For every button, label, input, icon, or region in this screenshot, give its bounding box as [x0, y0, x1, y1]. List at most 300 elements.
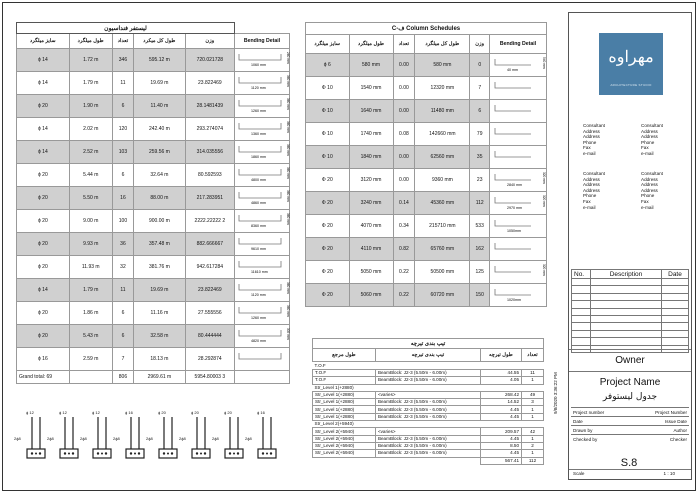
cell-total: 65760 mm	[415, 238, 470, 261]
cell-total: 595.12 m	[134, 49, 186, 72]
header-row	[306, 35, 547, 54]
cell-length: 4.05	[480, 377, 521, 384]
consultant-line: Address	[641, 134, 658, 140]
cell-len: 9.93 m	[69, 233, 112, 256]
cell-count: 2	[522, 442, 544, 449]
bend-hook-label: 320 mm	[542, 264, 546, 276]
cell-size: ϕ 20	[17, 210, 70, 233]
bend-hook-label: 360 mm	[286, 144, 290, 156]
cell-type: BeamBlock: J2-3 (5.50m - 6.00m)	[375, 442, 480, 449]
cell-len: 4110 mm	[349, 238, 393, 261]
column-header: سایز میلگرد	[17, 34, 70, 49]
table-row	[306, 284, 547, 307]
consultant-line: Address	[583, 182, 600, 188]
bending-shape	[491, 238, 545, 258]
cell-count: 1	[522, 450, 544, 457]
cell-total: 62560 mm	[415, 146, 470, 169]
column-header: وزن	[470, 35, 490, 54]
consultant-block-3	[583, 171, 605, 210]
table-row	[17, 187, 290, 210]
cell-count: 0.00	[393, 146, 415, 169]
bending-shape	[491, 169, 545, 189]
metadata-row	[571, 426, 689, 435]
schedule-title: تیپ بندی تیرچه	[313, 339, 544, 349]
cell-weight: 79	[470, 123, 490, 146]
bend-length-label: 1860 mm	[251, 155, 266, 159]
cell-len: 1.86 m	[69, 302, 112, 325]
table-row	[306, 77, 547, 100]
cell-length: 44.55	[480, 370, 521, 377]
cell-len: 5060 mm	[349, 284, 393, 307]
consultant-line: Fax	[641, 145, 649, 151]
cell-weight: 125	[470, 261, 490, 284]
stirrup-drawing	[57, 415, 81, 465]
cell-count: 32	[112, 256, 133, 279]
cell-weight: 35	[470, 146, 490, 169]
table-row	[313, 406, 544, 413]
table-row	[306, 215, 547, 238]
consultant-line: Consultant	[641, 123, 663, 128]
metadata-label: Checked by	[571, 435, 629, 444]
stirrup-section	[179, 410, 213, 465]
bend-length-label: 1120 mm	[251, 293, 266, 297]
stirrup-drawing	[189, 415, 213, 465]
table-row	[306, 123, 547, 146]
cell-count: 0.22	[393, 261, 415, 284]
cell-total: 357.48 m	[134, 233, 186, 256]
cell-size: Φ 20	[306, 238, 350, 261]
stirrup-side-bar: 2ϕ8	[113, 436, 120, 441]
consultant-block-2	[641, 123, 663, 157]
stirrup-top-bar: ϕ 12	[26, 410, 34, 415]
cell-size: Φ 20	[306, 169, 350, 192]
cell-level: T.O.F	[313, 370, 376, 377]
consultant-line: Fax	[583, 198, 591, 204]
column-header: طول میلگرد	[69, 34, 112, 49]
cell-weight: 162	[470, 238, 490, 261]
cell-level: Str_Level 2(+5940)	[313, 442, 376, 449]
cell-type: BeamBlock: J2-3 (5.50m - 6.00m)	[375, 435, 480, 442]
cell-len: 3120 mm	[349, 169, 393, 192]
consultant-line: Fax	[583, 145, 591, 151]
cell-total: 88.00 m	[134, 187, 186, 210]
cell-total: 381.76 m	[134, 256, 186, 279]
sheet-title: جدول لیستوفر	[602, 392, 658, 402]
cell-type: <varies>	[375, 428, 480, 435]
table-row	[313, 413, 544, 420]
metadata-label: Date	[571, 417, 629, 426]
cell-level: Str_Level 2(+5940)	[313, 450, 376, 457]
cell-level: Str_Level 1(+2880)	[313, 399, 376, 406]
bend-length-label: 11610 mm	[251, 270, 268, 274]
consultant-block-1	[583, 123, 605, 157]
cell-count: 0.82	[393, 238, 415, 261]
table-row	[313, 391, 544, 398]
bending-shape	[235, 256, 289, 276]
consultant-line: Address	[641, 182, 658, 188]
column-header: تعداد	[393, 35, 415, 54]
cell-level: Str_Level 2(+5940)	[313, 435, 376, 442]
column-header: تیپ بندی تیرچه	[375, 349, 480, 362]
cell-total: 142660 mm	[415, 123, 470, 146]
cell-count: 49	[522, 391, 544, 398]
cell-count: 120	[112, 118, 133, 141]
bend-length-label: 1050mm	[507, 229, 521, 233]
cell-count: 0.00	[393, 77, 415, 100]
table-row	[313, 399, 544, 406]
cell-length: 268.42	[480, 391, 521, 398]
cell-len: 2.02 m	[69, 118, 112, 141]
consultant-line: Consultant	[583, 171, 605, 176]
bending-detail	[235, 325, 290, 348]
bending-shape	[491, 146, 545, 166]
bending-shape	[235, 72, 289, 92]
cell-level: T.O.F	[313, 377, 376, 384]
bending-detail	[490, 284, 547, 307]
cell-len: 1540 mm	[349, 77, 393, 100]
bending-shape	[235, 164, 289, 184]
column-header: تعداد	[112, 34, 133, 49]
cell-length: 4.45	[480, 406, 521, 413]
bend-length-label: 1260 mm	[251, 109, 266, 113]
bending-shape	[235, 95, 289, 115]
cell-count: 6	[112, 164, 133, 187]
bending-detail	[490, 146, 547, 169]
cell-count: 42	[522, 428, 544, 435]
cell-weight: 28.292874	[185, 348, 234, 371]
consultant-line: Address	[583, 176, 600, 182]
total-row	[313, 457, 544, 464]
bending-shape	[491, 77, 545, 97]
cell-size: ϕ 14	[17, 72, 70, 95]
consultant-line: Address	[583, 187, 600, 193]
column-header: Bending Detail	[235, 34, 290, 49]
column-header: Bending Detail	[490, 35, 547, 54]
cell-size: Φ 10	[306, 77, 350, 100]
cell-len: 5.50 m	[69, 187, 112, 210]
cell-total: 11480 mm	[415, 100, 470, 123]
cell-count: 103	[112, 141, 133, 164]
schedule-title: C-ف Column Schedules	[306, 23, 547, 35]
bending-detail	[235, 187, 290, 210]
table-row	[313, 377, 544, 384]
stirrup-drawing	[255, 415, 279, 465]
cell-len: 4070 mm	[349, 215, 393, 238]
table-row	[306, 261, 547, 284]
cell-weight: 23.822469	[185, 279, 234, 302]
bending-detail	[235, 164, 290, 187]
table-row	[17, 72, 290, 95]
cell-len: 2.52 m	[69, 141, 112, 164]
cell-level: Str_Level 1(+2880)	[313, 391, 376, 398]
bending-detail	[235, 118, 290, 141]
cell-count: 36	[112, 233, 133, 256]
bend-hook-label: 360 mm	[286, 213, 290, 225]
total-count: 112	[522, 457, 544, 464]
bending-shape	[491, 123, 545, 143]
consultant-line: Address	[641, 176, 658, 182]
bend-length-label: 40 mm	[507, 68, 518, 72]
cell-count: 1	[522, 377, 544, 384]
bending-shape	[235, 325, 289, 345]
table-row	[306, 146, 547, 169]
table-row	[306, 54, 547, 77]
consultant-line: Consultant	[583, 123, 605, 128]
cell-weight: 7	[470, 77, 490, 100]
cell-total: 19.69 m	[134, 279, 186, 302]
cell-len: 1740 mm	[349, 123, 393, 146]
bending-shape	[491, 54, 545, 74]
cell-total: 32.58 m	[134, 325, 186, 348]
consultant-line: Address	[583, 128, 600, 134]
cell-count: 3	[522, 399, 544, 406]
cell-size: Φ 20	[306, 261, 350, 284]
stirrup-top-bar: ϕ 20	[158, 410, 166, 415]
cell-size: Φ 20	[306, 284, 350, 307]
cell-length: 209.57	[480, 428, 521, 435]
table-row	[306, 100, 547, 123]
cell-size: ϕ 20	[17, 164, 70, 187]
cell-weight: 23.822469	[185, 72, 234, 95]
cell-count: 100	[112, 210, 133, 233]
bend-length-label: 2970 mm	[507, 206, 522, 210]
bending-shape	[491, 192, 545, 212]
bend-length-label: 1020mm	[507, 298, 521, 302]
bending-detail	[235, 233, 290, 256]
cell-total: 12320 mm	[415, 77, 470, 100]
cell-weight: 293.274074	[185, 118, 234, 141]
bending-shape	[491, 100, 545, 120]
cell-count: 0.34	[393, 215, 415, 238]
table-row	[313, 450, 544, 457]
cell-len: 1.79 m	[69, 72, 112, 95]
table-row	[313, 384, 544, 391]
cell-total: 60720 mm	[415, 284, 470, 307]
cell-length: 4.45	[480, 450, 521, 457]
cell-weight: 2222.22222 2	[185, 210, 234, 233]
cell-total: 32.64 m	[134, 164, 186, 187]
stirrup-side-bar: 2ϕ8	[47, 436, 54, 441]
consultant-line: Address	[641, 187, 658, 193]
cell-count: 11	[112, 279, 133, 302]
bend-length-label: 4860 mm	[251, 201, 266, 205]
metadata-value: Issue Date	[629, 417, 689, 426]
cell-len: 5.44 m	[69, 164, 112, 187]
bend-hook-label: 360 mm	[286, 98, 290, 110]
consultant-line: e-mail	[641, 204, 654, 210]
cell-size: ϕ 14	[17, 279, 70, 302]
cell-total: 11.40 m	[134, 95, 186, 118]
stirrup-top-bar: ϕ 12	[92, 410, 100, 415]
print-timestamp: 9/8/2020 3:36:22 PM	[553, 372, 558, 414]
consultant-line: Address	[583, 134, 600, 140]
cell-count: 7	[112, 348, 133, 371]
header-row	[17, 34, 290, 49]
group-label: T.O.F	[314, 362, 326, 368]
cell-total: 900.00 m	[134, 210, 186, 233]
table-row	[17, 325, 290, 348]
cell-level: Str_Level 1(+2880)	[313, 406, 376, 413]
cell-size: Φ 10	[306, 146, 350, 169]
stirrup-side-bar: 2ϕ8	[179, 436, 186, 441]
bend-hook-label: 360 mm	[286, 167, 290, 179]
cell-weight: 80.592593	[185, 164, 234, 187]
bending-shape	[235, 302, 289, 322]
cell-weight: 314.035556	[185, 141, 234, 164]
table-row	[17, 348, 290, 371]
stirrup-top-bar: ϕ 12	[59, 410, 67, 415]
stirrup-top-bar: ϕ 16	[125, 410, 133, 415]
consultant-line: e-mail	[583, 150, 596, 156]
stirrup-side-bar: 2ϕ8	[245, 436, 252, 441]
bend-length-label: 1120 mm	[251, 86, 266, 90]
cell-count: 0.08	[393, 123, 415, 146]
cell-weight: 112	[470, 192, 490, 215]
cell-weight: 28.1481439	[185, 95, 234, 118]
metadata-row	[571, 408, 689, 417]
table-row	[313, 421, 544, 428]
table-row	[306, 169, 547, 192]
cell-size: ϕ 16	[17, 348, 70, 371]
cell-type: BeamBlock: J2-3 (5.50m - 6.00m)	[375, 399, 480, 406]
cell-type: <varies>	[375, 391, 480, 398]
metadata-label: Drawn by	[571, 426, 629, 435]
bending-shape	[235, 279, 289, 299]
cell-count: 6	[112, 325, 133, 348]
bend-hook-label: 305 mm	[286, 328, 290, 340]
consultant-block-4	[641, 171, 663, 210]
bending-detail	[235, 95, 290, 118]
cell-total: 9360 mm	[415, 169, 470, 192]
table-row	[17, 49, 290, 72]
bending-shape	[235, 141, 289, 161]
bend-hook-label: 360 mm	[286, 305, 290, 317]
cell-total: 259.56 m	[134, 141, 186, 164]
stirrup-drawing	[24, 415, 48, 465]
cell-count: 1	[522, 406, 544, 413]
consultant-line: Phone	[583, 139, 597, 145]
cell-size: ϕ 14	[17, 49, 70, 72]
scale-label: Scale	[573, 471, 585, 476]
bending-shape	[235, 210, 289, 230]
bend-length-label: 1360 mm	[251, 132, 266, 136]
stirrup-drawing	[123, 415, 147, 465]
bending-detail	[490, 100, 547, 123]
cell-weight: 720.021728	[185, 49, 234, 72]
consultant-line: Fax	[641, 198, 649, 204]
bend-length-label: 4820 mm	[251, 339, 266, 343]
grand-total-count: 806	[112, 371, 133, 384]
header-row	[313, 349, 544, 362]
cell-len: 11.93 m	[69, 256, 112, 279]
bend-length-label: 4800 mm	[251, 178, 266, 182]
bending-shape	[235, 118, 289, 138]
bending-shape	[235, 187, 289, 207]
column-header: وزن	[185, 34, 234, 49]
bending-detail	[490, 192, 547, 215]
bend-length-label: 9610 mm	[251, 247, 266, 251]
cell-total: 215710 mm	[415, 215, 470, 238]
bending-shape	[235, 233, 289, 253]
cell-count: 6	[112, 302, 133, 325]
stirrup-top-bar: ϕ 20	[224, 410, 232, 415]
cell-type: BeamBlock: J2-3 (5.50m - 6.00m)	[375, 450, 480, 457]
bend-length-label: 8360 mm	[251, 224, 266, 228]
cell-weight: 217.283951	[185, 187, 234, 210]
column-header: طول مرجع	[313, 349, 376, 362]
bend-hook-label: 540 mm	[542, 57, 546, 69]
metadata-value: Author	[629, 426, 689, 435]
cell-len: 5.43 m	[69, 325, 112, 348]
bend-hook-label: 320 mm	[542, 195, 546, 207]
bending-detail	[235, 348, 290, 371]
logo-text: مهراوه	[608, 47, 654, 66]
cell-count: 11	[112, 72, 133, 95]
consultant-line: Phone	[641, 193, 655, 199]
cell-total: 45360 mm	[415, 192, 470, 215]
cell-level: Str_Level 1(+2880)	[313, 413, 376, 420]
cell-size: Φ 20	[306, 215, 350, 238]
cell-len: 580 mm	[349, 54, 393, 77]
stirrup-side-bar: 2ϕ8	[212, 436, 219, 441]
metadata-label: Project number	[571, 408, 629, 417]
cell-size: ϕ 20	[17, 302, 70, 325]
table-row	[17, 256, 290, 279]
bending-detail	[235, 256, 290, 279]
stirrup-section	[212, 410, 246, 465]
stirrup-section	[14, 410, 48, 465]
cell-total: 50500 mm	[415, 261, 470, 284]
foundation-rebar-schedule	[16, 22, 290, 384]
cell-weight: 0	[470, 54, 490, 77]
cell-total: 242.40 m	[134, 118, 186, 141]
stirrup-top-bar: ϕ 20	[191, 410, 199, 415]
cell-level: Str_Level 2(+5940)	[313, 428, 376, 435]
stirrup-section	[47, 410, 81, 465]
cell-total: 18.13 m	[134, 348, 186, 371]
table-row	[306, 192, 547, 215]
cell-len: 1640 mm	[349, 100, 393, 123]
cell-count: 16	[112, 187, 133, 210]
cell-total: 19.69 m	[134, 72, 186, 95]
bending-detail	[490, 215, 547, 238]
metadata-value: Project Number	[629, 408, 689, 417]
owner-label: Owner	[615, 355, 645, 366]
cell-count: 11	[522, 370, 544, 377]
column-header: طول تیرچه	[480, 349, 521, 362]
stirrup-drawing	[156, 415, 180, 465]
table-row	[313, 435, 544, 442]
column-header: طول میلگرد	[349, 35, 393, 54]
cell-length: 4.45	[480, 413, 521, 420]
stirrup-side-bar: 2ϕ8	[80, 436, 87, 441]
consultant-line: Address	[641, 128, 658, 134]
cell-size: ϕ 6	[306, 54, 350, 77]
cell-count: 0.22	[393, 284, 415, 307]
column-header: سایز میلگرد	[306, 35, 350, 54]
bending-shape	[491, 261, 545, 281]
table-row	[306, 238, 547, 261]
consultant-line: Phone	[641, 139, 655, 145]
table-row	[17, 95, 290, 118]
group-label: Str_Level 1(+2880)	[313, 384, 544, 391]
cell-count: 1	[522, 413, 544, 420]
cell-size: Φ 10	[306, 100, 350, 123]
cell-count: 6	[112, 95, 133, 118]
consultant-line: e-mail	[641, 150, 654, 156]
cell-size: ϕ 20	[17, 325, 70, 348]
cell-weight: 80.444444	[185, 325, 234, 348]
